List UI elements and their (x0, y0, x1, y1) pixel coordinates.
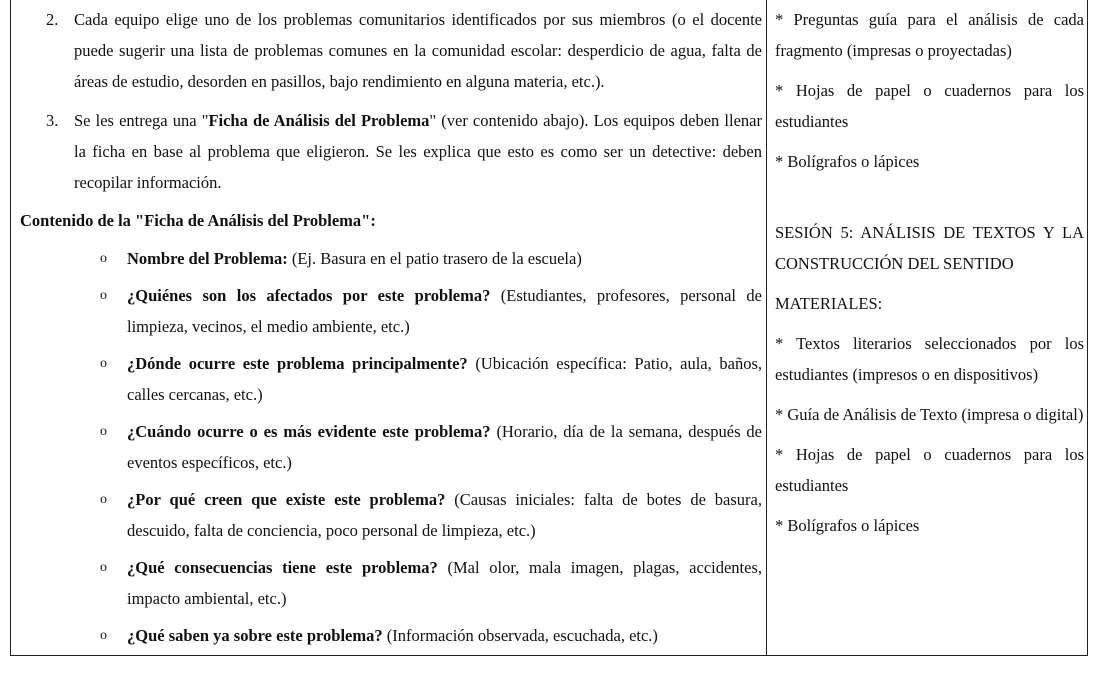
step-number: 2. (46, 10, 59, 29)
list-item: o ¿Dónde ocurre este problema principalmente? (Ubicación específica: Patio, aula, baños, calles cercanas, etc.) (20, 348, 762, 410)
materials-column (775, 4, 1084, 550)
step-text: Cada equipo elige uno de los problemas comunitarios identificados por sus miembros (o el docente puede sugerir una lista de problemas comunes en la comunidad escolar: desperdicio de agua, falta de áreas de estudio, desorden en pasillos, bajo rendimiento en alguna materia, etc.). (74, 10, 762, 91)
bullet-icon: o (100, 288, 107, 303)
list-item: o ¿Qué saben ya sobre este problema? (Información observada, escuchada, etc.) (20, 620, 762, 651)
numbered-step (20, 105, 762, 198)
list-item: o Nombre del Problema: (Ej. Basura en el patio trasero de la escuela) (20, 243, 762, 274)
numbered-step (20, 4, 762, 97)
bullet-icon: o (100, 251, 107, 266)
lesson-plan-table (10, 0, 1088, 656)
bullet-icon: o (100, 356, 107, 371)
material-item: * Bolígrafos o lápices (775, 516, 920, 535)
step-text: Se les entrega una "Ficha de Análisis del Problema" (ver contenido abajo). Los equipos deben llenar la ficha en base al problema que eligieron. Se les explica que esto es como ser un detective: deben recopilar información. (74, 111, 762, 192)
spacer (775, 186, 1084, 217)
activities-column (20, 4, 762, 657)
material-item: * Guía de Análisis de Texto (impresa o digital) (775, 405, 1084, 424)
bullet-icon: o (100, 560, 107, 575)
bullet-icon: o (100, 424, 107, 439)
material-item: * Bolígrafos o lápices (775, 152, 920, 171)
list-item: o ¿Qué consecuencias tiene este problema? (Mal olor, mala imagen, plagas, accidentes, impacto ambiental, etc.) (20, 552, 762, 614)
material-item: * Preguntas guía para el análisis de cada fragmento (impresas o proyectadas) (775, 10, 1084, 60)
list-item: o ¿Cuándo ocurre o es más evidente este problema? (Horario, día de la semana, después de eventos específicos, etc.) (20, 416, 762, 478)
session-title: SESIÓN 5: ANÁLISIS DE TEXTOS Y LA CONSTRUCCIÓN DEL SENTIDO (775, 223, 1084, 273)
material-item: * Hojas de papel o cuadernos para los estudiantes (775, 81, 1084, 131)
bullet-icon: o (100, 492, 107, 507)
list-item: o ¿Por qué creen que existe este problema? (Causas iniciales: falta de botes de basura, descuido, falta de conciencia, poco personal de limpieza, etc.) (20, 484, 762, 546)
section-title: Contenido de la "Ficha de Análisis del Problema": (20, 211, 376, 230)
material-item: * Hojas de papel o cuadernos para los estudiantes (775, 445, 1084, 495)
column-divider (766, 0, 767, 656)
bullet-icon: o (100, 628, 107, 643)
step-number: 3. (46, 111, 59, 130)
list-item: o ¿Quiénes son los afectados por este problema? (Estudiantes, profesores, personal de limpieza, vecinos, el medio ambiente, etc.) (20, 280, 762, 342)
material-item: * Textos literarios seleccionados por los estudiantes (impresos o en dispositivos) (775, 334, 1084, 384)
materials-label: MATERIALES: (775, 294, 883, 313)
